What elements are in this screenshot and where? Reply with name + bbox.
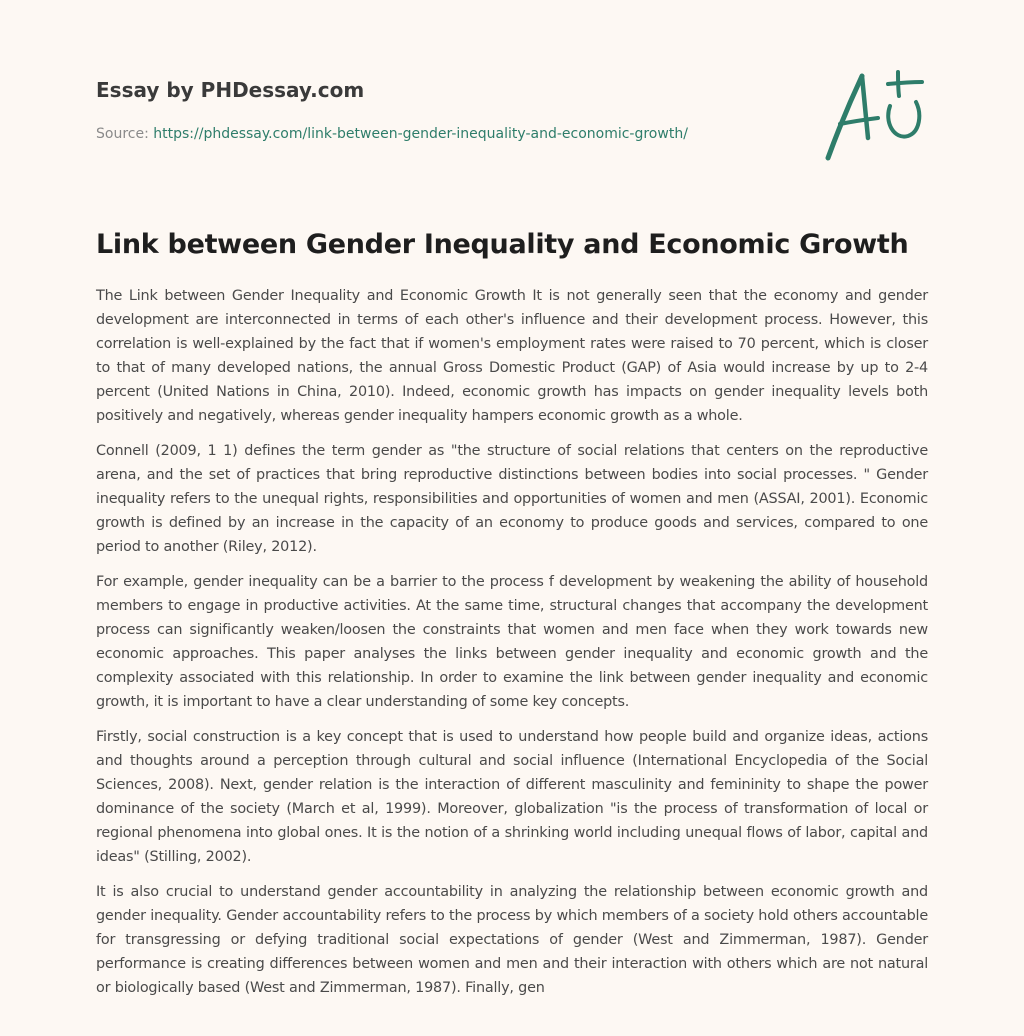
source-line <box>96 124 796 144</box>
source-label: Source: <box>96 126 154 142</box>
essay-body <box>96 284 928 1011</box>
a-plus-grade-icon <box>818 66 930 166</box>
essay-header <box>96 76 796 144</box>
site-brand: Essay by PHDessay.com <box>96 78 365 102</box>
essay-paragraph: For example, gender inequality can be a barrier to the process f development by weakening the ability of household members to engage in productive activities. At the same time, structural changes that accompany the development process can significantly weaken/loosen the constraints that women and men face when they work towards new economic approaches. This paper analyses the links between gender inequality and economic growth and the complexity associated with this relationship. In order to examine the link between gender inequality and economic growth, it is important to have a clear understanding of some key concepts. <box>96 574 928 710</box>
essay-title: Link between Gender Inequality and Economic Growth <box>96 229 909 260</box>
essay-paragraph: Firstly, social construction is a key concept that is used to understand how people build and organize ideas, actions and thoughts around a perception through cultural and social influence (International Encyclopedia of the Social Sciences, 2008). Next, gender relation is the interaction of different masculinity and femininity to shape the power dominance of the society (March et al, 1999). Moreover, globalization "is the process of transformation of local or regional phenomena into global ones. It is the notion of a shrinking world including unequal flows of labor, capital and ideas" (Stilling, 2002). <box>96 729 928 865</box>
essay-paragraph: The Link between Gender Inequality and Economic Growth It is not generally seen that the economy and gender development are interconnected in terms of each other's influence and their development process. However, this correlation is well-explained by the fact that if women's employment rates were raised to 70 percent, which is closer to that of many developed nations, the annual Gross Domestic Product (GAP) of Asia would increase by up to 2-4 percent (United Nations in China, 2010). Indeed, economic growth has impacts on gender inequality levels both positively and negatively, whereas gender inequality hampers economic growth as a whole. <box>96 288 928 424</box>
essay-paragraph: It is also crucial to understand gender accountability in analyzing the relationship between economic growth and gender inequality. Gender accountability refers to the process by which members of a society hold others accountable for transgressing or defying traditional social expectations of gender (West and Zimmerman, 1987). Gender performance is creating differences between women and men and their interaction with others which are not natural or biologically based (West and Zimmerman, 1987). Finally, gen <box>96 884 928 996</box>
source-link[interactable]: https://phdessay.com/link-between-gender-inequality-and-economic-growth/ <box>153 126 688 142</box>
essay-paragraph: Connell (2009, 1 1) defines the term gender as "the structure of social relations that centers on the reproductive arena, and the set of practices that bring reproductive distinctions between bodies into social processes. " Gender inequality refers to the unequal rights, responsibilities and opportunities of women and men (ASSAI, 2001). Economic growth is defined by an increase in the capacity of an economy to produce goods and services, compared to one period to another (Riley, 2012). <box>96 443 928 555</box>
